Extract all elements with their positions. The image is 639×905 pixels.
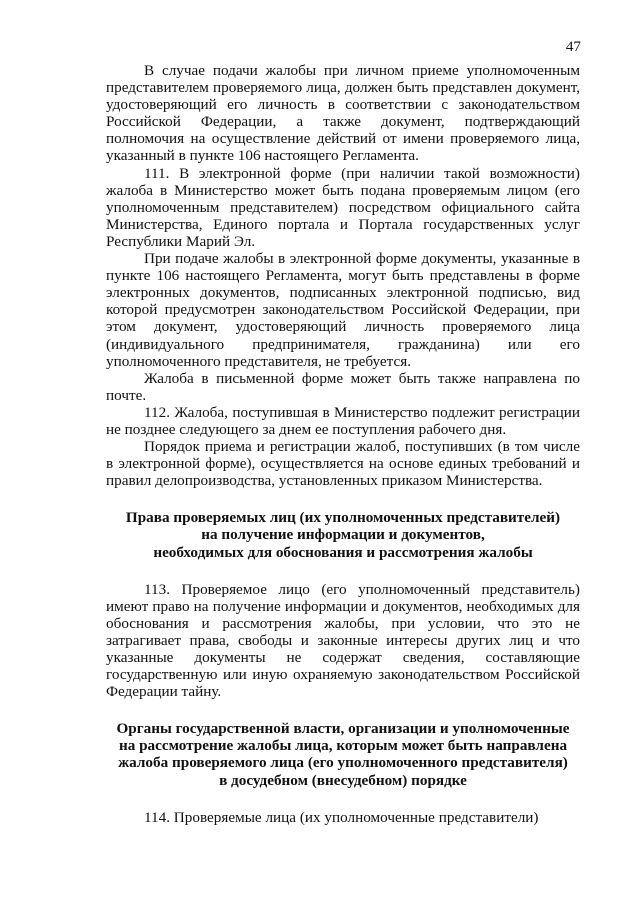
paragraph-114: 114. Проверяемые лица (их уполномоченные представители) <box>144 808 539 826</box>
heading-line: на получение информации и документов, <box>201 526 485 544</box>
section-heading-authorities <box>106 720 580 788</box>
paragraph-111: 111. В электронной форме (при наличии такой возможности) жалоба в Министерство может быть подана проверяемым лицом (его уполномоченным представителем) посредством официального сайта Министерства, Единого портала и Портала государственных услуг Республики Марий Эл. <box>106 164 580 250</box>
heading-line: Права проверяемых лиц (их уполномоченных представителей) <box>125 509 561 527</box>
heading-line: необходимых для обоснования и рассмотрения жалобы <box>153 543 533 561</box>
paragraph: Жалоба в письменной форме может быть также направлена по почте. <box>106 369 580 404</box>
document-body <box>106 62 580 826</box>
section-heading-rights <box>106 509 580 560</box>
heading-line: Органы государственной власти, организации и уполномоченные <box>116 720 570 738</box>
heading-line: в досудебном (внесудебном) порядке <box>219 771 467 789</box>
paragraph: В случае подачи жалобы при личном приеме уполномоченным представителем проверяемого лица, должен быть представлен документ, удостоверяющий его личность в соответствии с законодательством Российской Федерации, а также документ, подтверждающий полномочия на осуществление действий от имени проверяемого лица, указанный в пункте 106 настоящего Регламента. <box>106 62 580 165</box>
heading-line: на рассмотрение жалобы лица, которым может быть направлена <box>118 737 568 755</box>
paragraph-113: 113. Проверяемое лицо (его уполномоченный представитель) имеют право на получение информации и документов, необходимых для обоснования и рассмотрения жалобы, при условии, что это не затрагивает права, свободы и законные интересы других лиц и что указанные документы не содержат сведения, составляющие государственную или иную охраняемую законодательством Российской Федерации тайну. <box>106 580 580 701</box>
paragraph: При подаче жалобы в электронной форме документы, указанные в пункте 106 настоящего Регламента, могут быть представлены в форме электронных документов, подписанных электронной подписью, вид которой предусмотрен законодательством Российской Федерации, при этом документ, удостоверяющий личность проверяемого лица (индивидуального предпринимателя, гражданина) или его уполномоченного представителя, не требуется. <box>106 250 580 370</box>
paragraph-112: 112. Жалоба, поступившая в Министерство подлежит регистрации не позднее следующего за днем ее поступления рабочего дня. <box>106 403 580 438</box>
paragraph: Порядок приема и регистрации жалоб, поступивших (в том числе в электронной форме), осуществляется на основе единых требований и правил делопроизводства, установленных приказом Министерства. <box>106 438 580 490</box>
page-number: 47 <box>565 38 581 55</box>
heading-line: жалоба проверяемого лица (его уполномоченного представителя) <box>118 754 568 772</box>
